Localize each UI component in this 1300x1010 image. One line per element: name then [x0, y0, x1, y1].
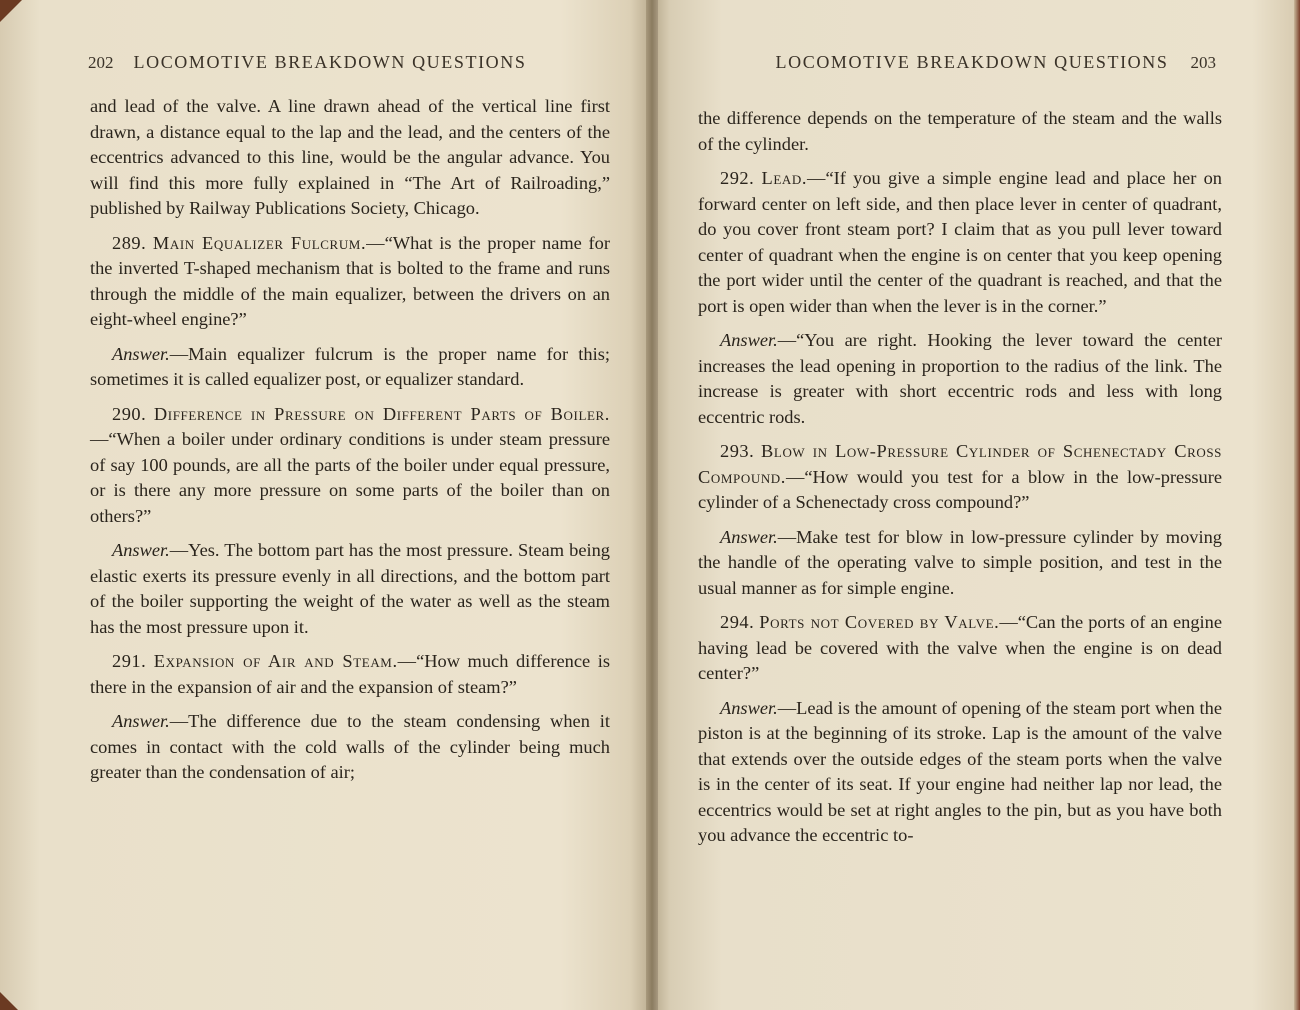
question-title: Expansion of Air and Steam. — [153, 651, 398, 671]
question-293: 293. Blow in Low-Pressure Cylinder of Schenectady Cross Compound.—“How would you test for a blow in the low-pressure cylinder of a Schenectady cross compound?” — [698, 441, 1222, 512]
question-title: Main Equalizer Fulcrum. — [152, 232, 367, 253]
answer-292: Answer.—“You are right. Hooking the lever toward the center increases the lead opening in proportion to the radius of the link. The increase is greater with short eccentric rods and less with long eccentric rods. — [698, 330, 1222, 427]
question-title: Difference in Pressure on Different Parts of Boiler. — [153, 403, 610, 424]
right-running-head — [776, 52, 1216, 73]
answer-289: Answer.—Main equalizer fulcrum is the proper name for this; sometimes it is called equalizer post, or equalizer standard. — [90, 343, 610, 389]
cover-edge-right — [1294, 0, 1300, 1010]
left-page-body — [90, 94, 610, 795]
left-page-number: 202 — [88, 53, 114, 72]
answer-291: Answer.—The difference due to the steam condensing when it comes in contact with the cold walls of the cylinder being much greater than the condensation of air; — [90, 711, 610, 782]
question-291: 291. Expansion of Air and Steam.—“How much difference is there in the expansion of air and the expansion of steam?” — [90, 651, 610, 697]
question-290: 290. Difference in Pressure on Different Parts of Boiler.—“When a boiler under ordinary conditions is under steam pressure of say 100 pounds, are all the parts of the boiler under equal pressure, or is there any more pressure on some parts of the boiler than on others?” — [90, 403, 610, 526]
continued-paragraph: and lead of the valve. A line drawn ahead of the vertical line first drawn, a distance equal to the lap and the lead, and the centers of the eccentrics advanced to this line, would be the angular advance. You will find this more fully explained in “The Art of Railroading,” published by Railway Publications Society, Chicago. — [90, 96, 610, 218]
answer-294: Answer.—Lead is the amount of opening of the steam port when the piston is at the beginning of its stroke. Lap is the amount of the valve that extends over the outside edges of the steam ports when the valve is in the center of its seat. If your engine had neither lap nor lead, the eccentrics would be set at right angles to the pin, but as you have both you advance the eccentric to- — [698, 697, 1222, 845]
question-text: —“How much difference is there in the expansion of air and the expansion of steam?” — [90, 651, 610, 697]
question-292: 292. Lead.—“If you give a simple engine lead and place her on forward center on left side, and then place lever in center of quadrant, do you cover front steam port? I claim that as you pull lever toward center of quadrant when the engine is on center that you keep opening the port wider until the center of the quadrant is reached, and that the port is open wider than when the lever is in the corner.” — [698, 168, 1222, 316]
question-title: Ports not Covered by Valve. — [759, 612, 1000, 632]
question-text: —“How would you test for a blow in the low-pressure cylinder of a Schenectady cross compound?” — [698, 466, 1222, 512]
question-text: —“What is the proper name for the inverted T-shaped mechanism that is bolted to the frame and runs through the middle of the main equalizer, between the drivers on an eight-wheel engine?” — [90, 232, 610, 329]
right-head-title: LOCOMOTIVE BREAKDOWN QUESTIONS — [775, 52, 1169, 72]
question-text: —“Can the ports of an engine having lead be covered with the valve when the engine is on dead center?” — [698, 612, 1222, 683]
cover-corner-bottom-left — [0, 992, 18, 1010]
question-289: 289. Main Equalizer Fulcrum.—“What is the proper name for the inverted T-shaped mechanism that is bolted to the frame and runs through the middle of the main equalizer, between the drivers on an eight-wheel engine?” — [90, 232, 610, 329]
answer-290: Answer.—Yes. The bottom part has the most pressure. Steam being elastic exerts its pressure evenly in all directions, and the bottom part of the boiler supporting the weight of the water as well as the steam has the most pressure upon it. — [90, 540, 610, 637]
left-head-title: LOCOMOTIVE BREAKDOWN QUESTIONS — [133, 52, 527, 72]
answer-293: Answer.—Make test for blow in low-pressure cylinder by moving the handle of the operating valve to simple position, and test in the usual manner as for simple engine. — [698, 526, 1222, 598]
continued-paragraph: the difference depends on the temperature of the steam and the walls of the cylinder. — [698, 108, 1222, 154]
question-text: —“When a boiler under ordinary conditions is under steam pressure of say 100 pounds, are all the parts of the boiler under equal pressure, or is there any more pressure on some parts of the boiler than on others?” — [90, 429, 610, 526]
book-gutter — [646, 0, 658, 1010]
left-running-head — [88, 52, 526, 73]
question-294: 294. Ports not Covered by Valve.—“Can the ports of an engine having lead be covered with the valve when the engine is on dead center?” — [698, 612, 1222, 683]
right-page-body — [698, 106, 1222, 858]
question-title: Blow in Low-Pressure Cylinder of Schenectady Cross Compound. — [698, 441, 1222, 487]
question-title: Lead. — [761, 168, 808, 188]
cover-corner-top-left — [0, 0, 22, 22]
right-page-number: 203 — [1190, 53, 1216, 72]
question-text: —“If you give a simple engine lead and place her on forward center on left side, and then place lever in center of quadrant, do you cover front steam port? I claim that as you pull lever toward center of quadrant when the engine is on center that you keep opening the port wider until the center of the quadrant is reached, and that the port is open wider than when the lever is in the corner.” — [698, 168, 1222, 316]
right-page — [652, 0, 1300, 1010]
